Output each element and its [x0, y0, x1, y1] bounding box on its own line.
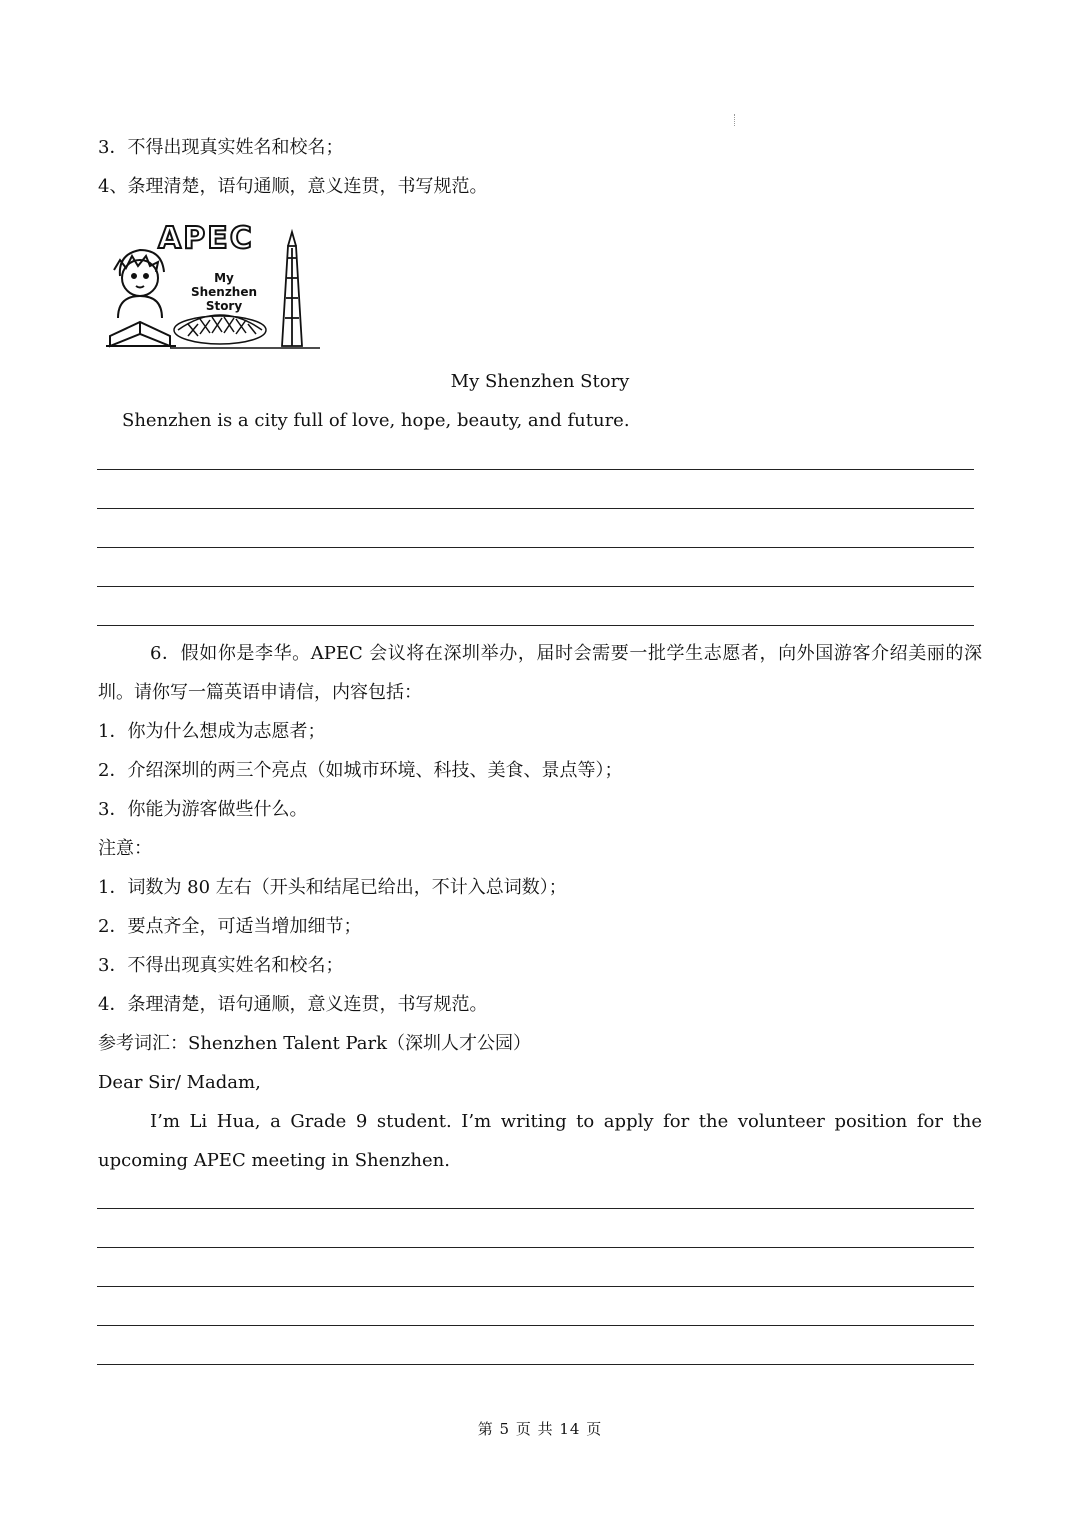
- letter-opening-paragraph: I’m Li Hua, a Grade 9 student. I’m writing to apply for the volunteer position for the upcoming APEC meeting in Shenzhen.: [98, 1111, 982, 1171]
- writing-line: [97, 1247, 974, 1248]
- illustration-svg: [100, 218, 328, 358]
- writing-line: [97, 1364, 974, 1365]
- skyscraper-icon: [282, 232, 302, 346]
- boy-reading-icon: [106, 250, 176, 346]
- notice-label: 注意：: [98, 838, 152, 859]
- writing-line: [97, 586, 974, 587]
- essay-opening-sentence: Shenzhen is a city full of love, hope, beauty, and future.: [122, 410, 630, 431]
- apec-logo-text: APEC: [158, 221, 254, 256]
- margin-mark: [734, 114, 736, 126]
- caption-shenzhen: Shenzhen: [190, 285, 258, 299]
- page-number: 第 5 页 共 14 页: [477, 1420, 603, 1438]
- content-item-1: 1．你为什么想成为志愿者；: [98, 721, 326, 742]
- writing-line: [97, 1325, 974, 1326]
- caption-story: Story: [205, 299, 243, 313]
- content-item-3: 3．你能为游客做些什么。: [98, 799, 308, 820]
- apec-story-illustration: [100, 218, 328, 358]
- writing-line: [97, 547, 974, 548]
- notice-item-3: 3．不得出现真实姓名和校名；: [98, 955, 344, 976]
- note-item-4: 4、条理清楚，语句通顺，意义连贯，书写规范。: [98, 176, 488, 197]
- stadium-icon: [174, 315, 266, 344]
- question-6-prompt: 6．假如你是李华。APEC 会议将在深圳举办，届时会需要一批学生志愿者，向外国游客介绍美丽的深圳。请你写一篇英语申请信，内容包括：: [98, 643, 982, 703]
- writing-line: [97, 1208, 974, 1209]
- writing-line: [97, 508, 974, 509]
- writing-line: [97, 1286, 974, 1287]
- notice-item-2: 2．要点齐全，可适当增加细节；: [98, 916, 362, 937]
- essay-title: My Shenzhen Story: [450, 371, 630, 392]
- writing-line: [97, 625, 974, 626]
- writing-line: [97, 469, 974, 470]
- notice-item-1: 1．词数为 80 左右（开头和结尾已给出，不计入总词数）；: [98, 877, 567, 898]
- letter-salutation: Dear Sir/ Madam,: [98, 1072, 261, 1093]
- reference-vocabulary: 参考词汇：Shenzhen Talent Park（深圳人才公园）: [98, 1033, 532, 1054]
- caption-my: My: [214, 271, 234, 285]
- note-item-3: 3．不得出现真实姓名和校名；: [98, 137, 344, 158]
- content-item-2: 2．介绍深圳的两三个亮点（如城市环境、科技、美食、景点等）；: [98, 760, 623, 781]
- notice-item-4: 4．条理清楚，语句通顺，意义连贯，书写规范。: [98, 994, 488, 1015]
